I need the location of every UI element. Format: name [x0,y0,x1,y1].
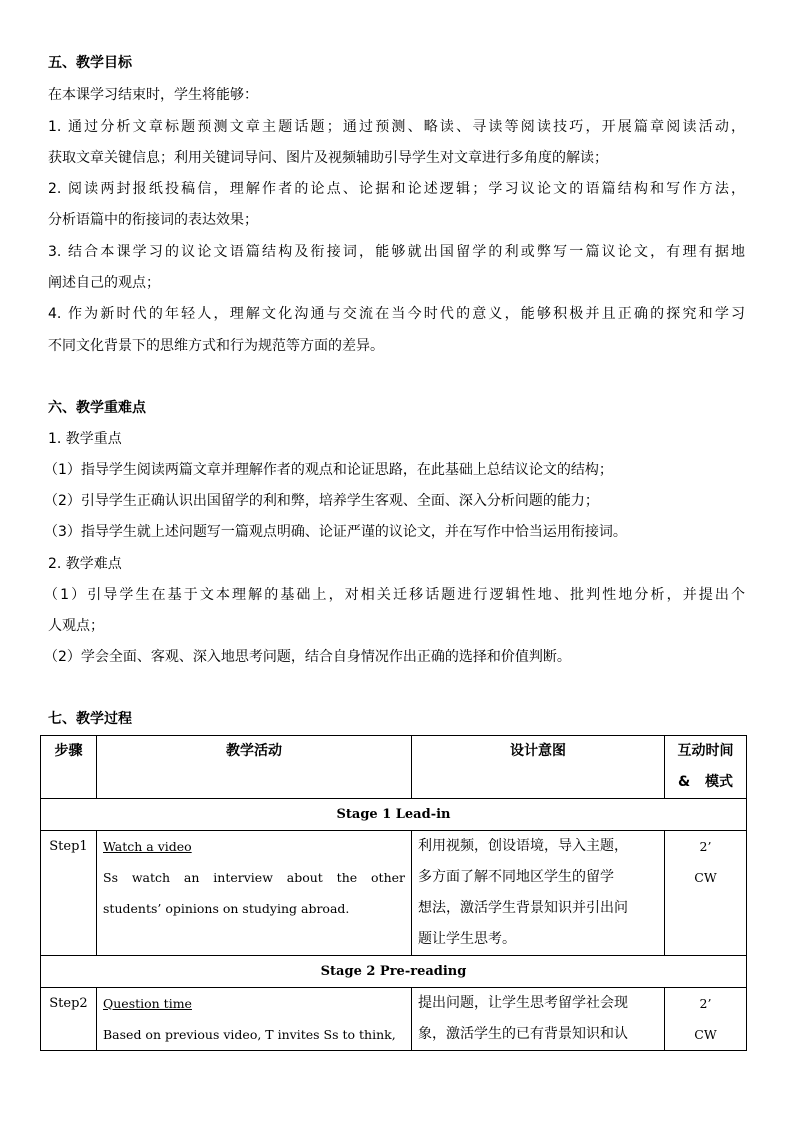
step-1-intent-line: 题让学生思考。 [418,931,516,947]
step-1-label: Step1 [41,831,97,956]
section-5-heading: 五、教学目标 [48,55,132,71]
objective-line: 2. 阅读两封报纸投稿信，理解作者的论点、论据和论述逻辑；学习议论文的语篇结构和写作方法， [48,181,745,197]
step-1-activity [97,831,412,956]
step-1-desc: Ss watch an interview about the other [103,870,405,885]
key-point-line: （3）指导学生就上述问题写一篇观点明确、论证严谨的议论文，并在写作中恰当运用衔接词。 [44,524,627,540]
key-point-line: 2. 教学难点 [48,556,122,572]
objective-line: 4. 作为新时代的年轻人，理解文化沟通与交流在当今时代的意义，能够积极并且正确的探究和学习 [48,306,745,322]
step-2-intent-line: 提出问题，让学生思考留学社会现 [418,995,628,1011]
step-2-desc: Based on previous video, T invites Ss to think, [103,1027,396,1042]
table-row [41,988,747,1051]
header-time-mode [665,736,747,799]
key-point-line: （1）引导学生在基于文本理解的基础上，对相关迁移话题进行逻辑性地、批判性地分析，并提出个 [44,587,745,603]
objective-line: 阐述自己的观点； [48,275,160,291]
table-row [41,831,747,956]
objective-line: 分析语篇中的衔接词的表达效果； [48,212,258,228]
step-1-desc: students’ opinions on studying abroad. [103,901,350,916]
step-2-intent-line: 象，激活学生的已有背景知识和认 [418,1026,628,1042]
header-step: 步骤 [41,736,97,799]
step-1-time: 2’ [699,839,712,854]
section-7-heading: 七、教学过程 [48,711,132,727]
step-2-title: Question time [103,996,192,1011]
stage-row [41,799,747,831]
stage-2-label: Stage 2 Pre-reading [41,956,747,988]
key-point-line: （2）学会全面、客观、深入地思考问题，结合自身情况作出正确的选择和价值判断。 [44,649,571,665]
table-header-row [41,736,747,799]
key-point-line: （1）指导学生阅读两篇文章并理解作者的观点和论证思路，在此基础上总结议论文的结构； [44,462,613,478]
objective-line: 1. 通过分析文章标题预测文章主题话题；通过预测、略读、寻读等阅读技巧，开展篇章阅读活动， [48,119,745,135]
key-point-line: （2）引导学生正确认识出国留学的利和弊，培养学生客观、全面、深入分析问题的能力； [44,493,599,509]
step-1-intent-line: 利用视频，创设语境，导入主题， [418,838,628,854]
step-2-mode: CW [694,1027,717,1042]
stage-row [41,956,747,988]
section-5-intro: 在本课学习结束时，学生将能够： [48,87,258,103]
step-2-activity [97,988,412,1051]
step-1-mode: CW [694,870,717,885]
step-1-title: Watch a video [103,839,192,854]
objective-line: 不同文化背景下的思维方式和行为规范等方面的差异。 [48,338,384,354]
objective-line: 3. 结合本课学习的议论文语篇结构及衔接词，能够就出国留学的利或弊写一篇议论文，有理有据地 [48,244,745,260]
step-2-time-mode [665,988,747,1051]
objective-line: 获取文章关键信息；利用关键词导问、图片及视频辅助引导学生对文章进行多角度的解读； [48,150,608,166]
key-point-line: 人观点； [48,618,104,634]
step-2-intent [412,988,665,1051]
step-1-time-mode [665,831,747,956]
step-1-intent-line: 想法，激活学生背景知识并引出问 [418,900,628,916]
header-mode: & 模式 [677,774,734,790]
step-1-intent [412,831,665,956]
step-2-label: Step2 [41,988,97,1051]
key-point-line: 1. 教学重点 [48,431,122,447]
header-activity: 教学活动 [97,736,412,799]
section-6-heading: 六、教学重难点 [48,400,146,416]
step-1-intent-line: 多方面了解不同地区学生的留学 [418,869,614,885]
step-2-time: 2’ [699,996,712,1011]
header-intent: 设计意图 [412,736,665,799]
teaching-process-table [40,735,747,1051]
header-time: 互动时间 [677,743,734,759]
stage-1-label: Stage 1 Lead-in [41,799,747,831]
